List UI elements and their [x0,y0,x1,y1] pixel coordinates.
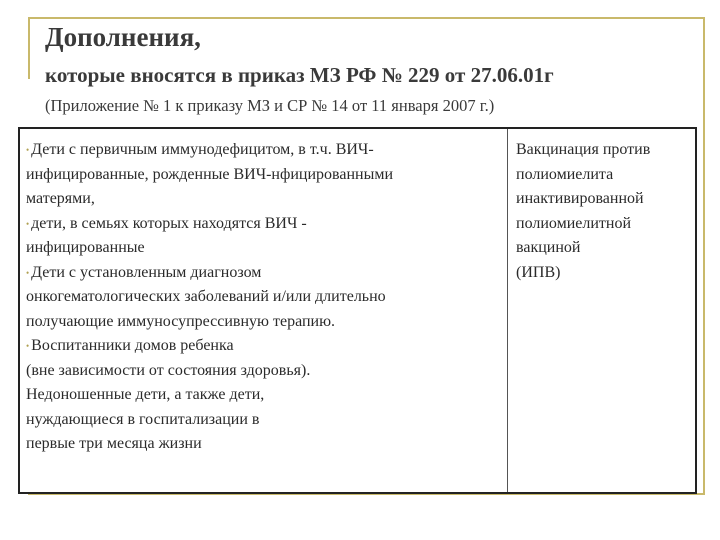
column-divider [507,129,508,492]
frame-left-line [28,17,30,79]
list-item-line: инфицированные [26,239,145,257]
slide-title: Дополнения, [45,22,201,52]
right-column-line: Вакцинация против [516,141,651,158]
list-item [26,334,504,383]
list-item [26,383,504,457]
right-column-line: (ИПВ) [516,263,561,281]
list-item-line: получающие иммуносупрессивную терапию. [26,312,336,330]
list-item [26,212,504,261]
list-item-line: первые три месяца жизни [26,435,202,453]
bullet-icon: • [26,145,30,156]
right-column-line: инактивированной [516,190,644,207]
list-item-line: Недоношенные дети, а также дети, [26,386,265,404]
list-item-line: нуждающиеся в госпитализации в [26,410,260,428]
bullet-icon: • [26,267,30,278]
list-item-line: • дети, в семьях которых находятся ВИЧ - [26,212,504,237]
list-item-line: • Дети с первичным иммунодефицитом, в т.ч. ВИЧ- [26,138,504,163]
list-item-line: матерями, [26,190,95,208]
list-item-line: онкогематологических заболеваний и/или длительно [26,288,386,306]
frame-top-line [28,17,704,19]
list-item-line: (вне зависимости от состояния здоровья). [26,361,311,379]
source-reference: (Приложение № 1 к приказу МЗ и СР № 14 от 11 января 2007 г.) [45,96,495,115]
list-item-line: • Дети с установленным диагнозом [26,261,504,286]
list-item [26,138,504,212]
list-item [26,261,504,335]
slide-subtitle: которые вносятся в приказ МЗ РФ № 229 от 27.06.01г [45,63,554,87]
left-column [26,138,504,457]
list-item-line: инфицированные, рожденные ВИЧ-нфицированными [26,165,394,183]
bullet-icon: • [26,341,30,352]
right-column-line: вакциной [516,239,581,256]
list-item-line: • Воспитанники домов ребенка [26,334,504,359]
bullet-icon: • [26,218,30,229]
right-column-line: полиомиелитной [516,214,632,232]
right-column [516,138,691,285]
frame-right-line [703,17,705,494]
content-table [18,127,697,494]
right-column-line: полиомиелита [516,165,614,183]
